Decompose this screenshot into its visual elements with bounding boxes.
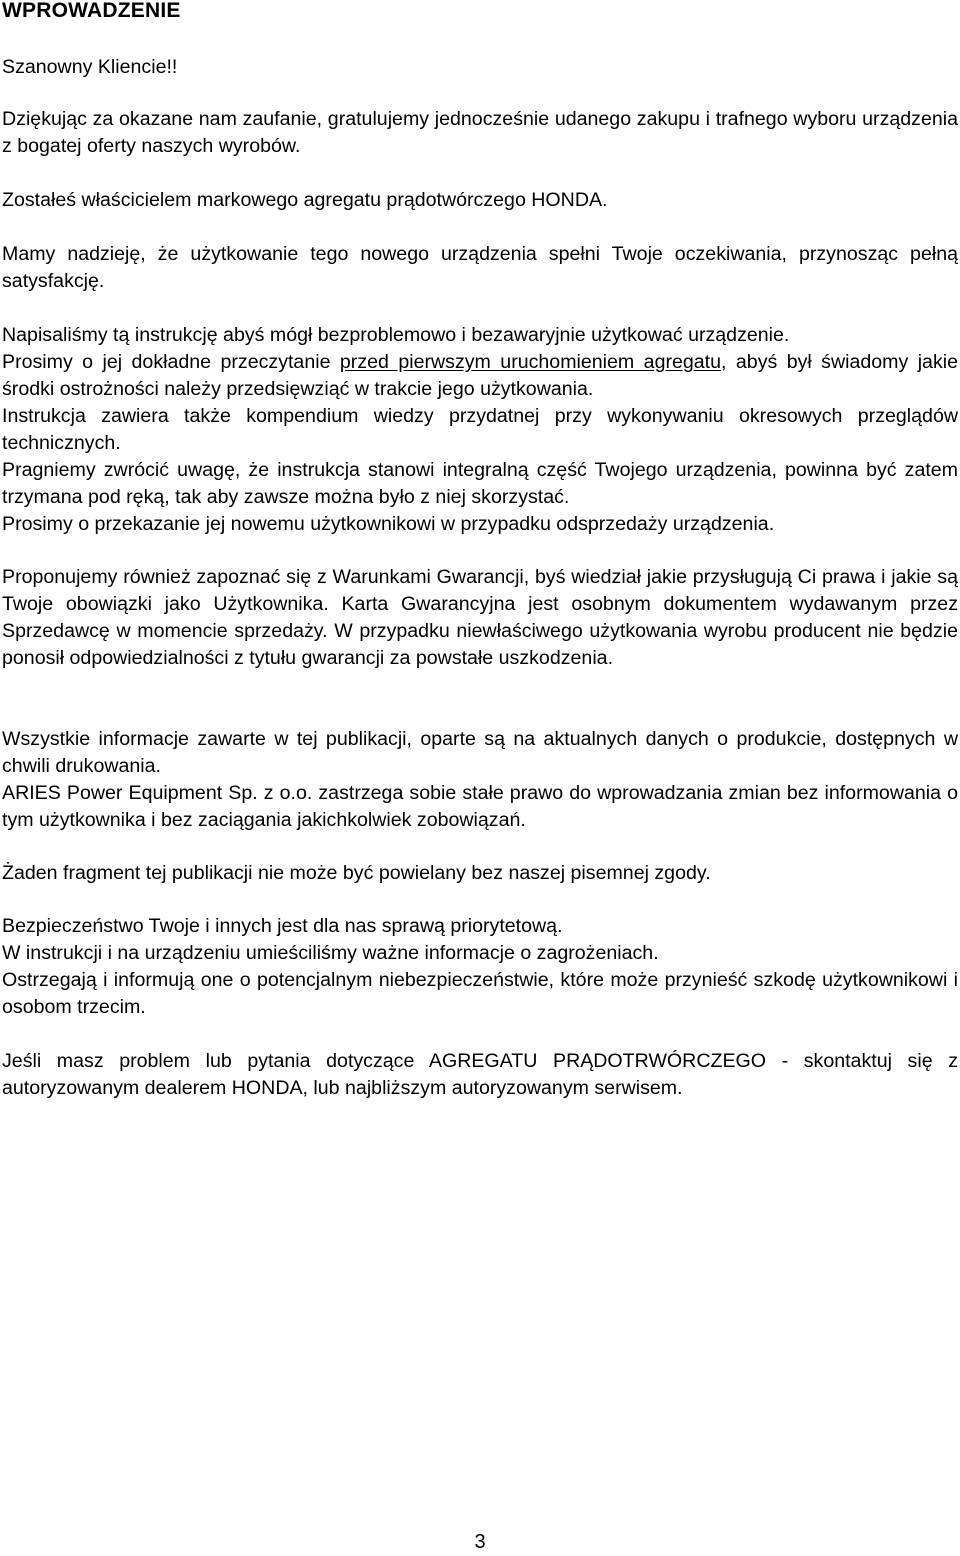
instruction-line-purpose: Napisaliśmy tą instrukcję abyś mógł bezproblemowo i bezawaryjnie użytkować urządzenie. [2,324,790,346]
paragraph-copyright: Żaden fragment tej publikacji nie może być powielany bez naszej pisemnej zgody. [2,862,711,884]
paragraph-thanks: Dziękując za okazane nam zaufanie, gratulujemy jednocześnie udanego zakupu i trafnego wyboru urządzenia z bogatej oferty naszych wyrobów. [2,108,958,157]
read-text-before: Prosimy o jej dokładne przeczytanie [2,351,340,373]
instruction-block [2,322,958,538]
page-number: 3 [474,1531,486,1553]
read-text-after: , abyś był świadomy jakie środki ostrożności należy przedsięwziąć w trakcie jego użytkowania. [2,351,959,400]
instruction-line-integral: Pragniemy zwrócić uwagę, że instrukcja stanowi integralną część Twojego urządzenia, powinna być zatem trzymana pod ręką, tak aby zawsze można było z niej skorzystać. [2,459,958,508]
underlined-before-first-start: przed pierwszym uruchomieniem agregatu [339,351,722,373]
safety-line-priority: Bezpieczeństwo Twoje i innych jest dla nas sprawą priorytetową. [2,915,563,937]
info-block [2,726,958,834]
paragraph-warranty: Proponujemy również zapoznać się z Warunkami Gwarancji, byś wiedział jakie przysługują Ci prawa i jakie są Twoje obowiązki jako Użytkownika. Karta Gwarancyjna jest osobnym dokumentem wydawanym przez Sprzedawcę w momencie sprzedaży. W przypadku niewłaściwego użytkowania wyrobu producent nie będzie ponosił odpowiedzialności z tytułu gwarancji za powstałe uszkodzenia. [2,566,958,669]
safety-line-warning: Ostrzegają i informują one o potencjalnym niebezpieczeństwie, które może przynieść szkodę użytkownikowi i osobom trzecim. [2,969,958,1018]
paragraph-hope: Mamy nadzieję, że użytkowanie tego nowego urządzenia spełni Twoje oczekiwania, przynosząc pełną satysfakcję. [2,243,958,292]
instruction-line-read [2,349,958,403]
instruction-line-compendium: Instrukcja zawiera także kompendium wiedzy przydatnej przy wykonywaniu okresowych przeglądów technicznych. [2,405,958,454]
page-heading: WPROWADZENIE [2,0,181,22]
paragraph-contact: Jeśli masz problem lub pytania dotyczące AGREGATU PRĄDOTRWÓRCZEGO - skontaktuj się z autoryzowanym dealerem HONDA, lub najbliższym autoryzowanym serwisem. [2,1050,958,1099]
info-line-reserve-changes: ARIES Power Equipment Sp. z o.o. zastrzega sobie stałe prawo do wprowadzania zmian bez informowania o tym użytkownika i bez zaciągania jakichkolwiek zobowiązań. [2,782,958,831]
info-line-current-data: Wszystkie informacje zawarte w tej publikacji, oparte są na aktualnych danych o produkcie, dostępnych w chwili drukowania. [2,728,958,777]
paragraph-owner: Zostałeś właścicielem markowego agregatu prądotwórczego HONDA. [2,189,608,211]
instruction-line-handover: Prosimy o przekazanie jej nowemu użytkownikowi w przypadku odsprzedaży urządzenia. [2,513,775,535]
safety-line-hazard-info: W instrukcji i na urządzeniu umieściliśmy ważne informacje o zagrożeniach. [2,942,659,964]
safety-block [2,913,958,1021]
greeting: Szanowny Kliencie!! [2,56,178,78]
